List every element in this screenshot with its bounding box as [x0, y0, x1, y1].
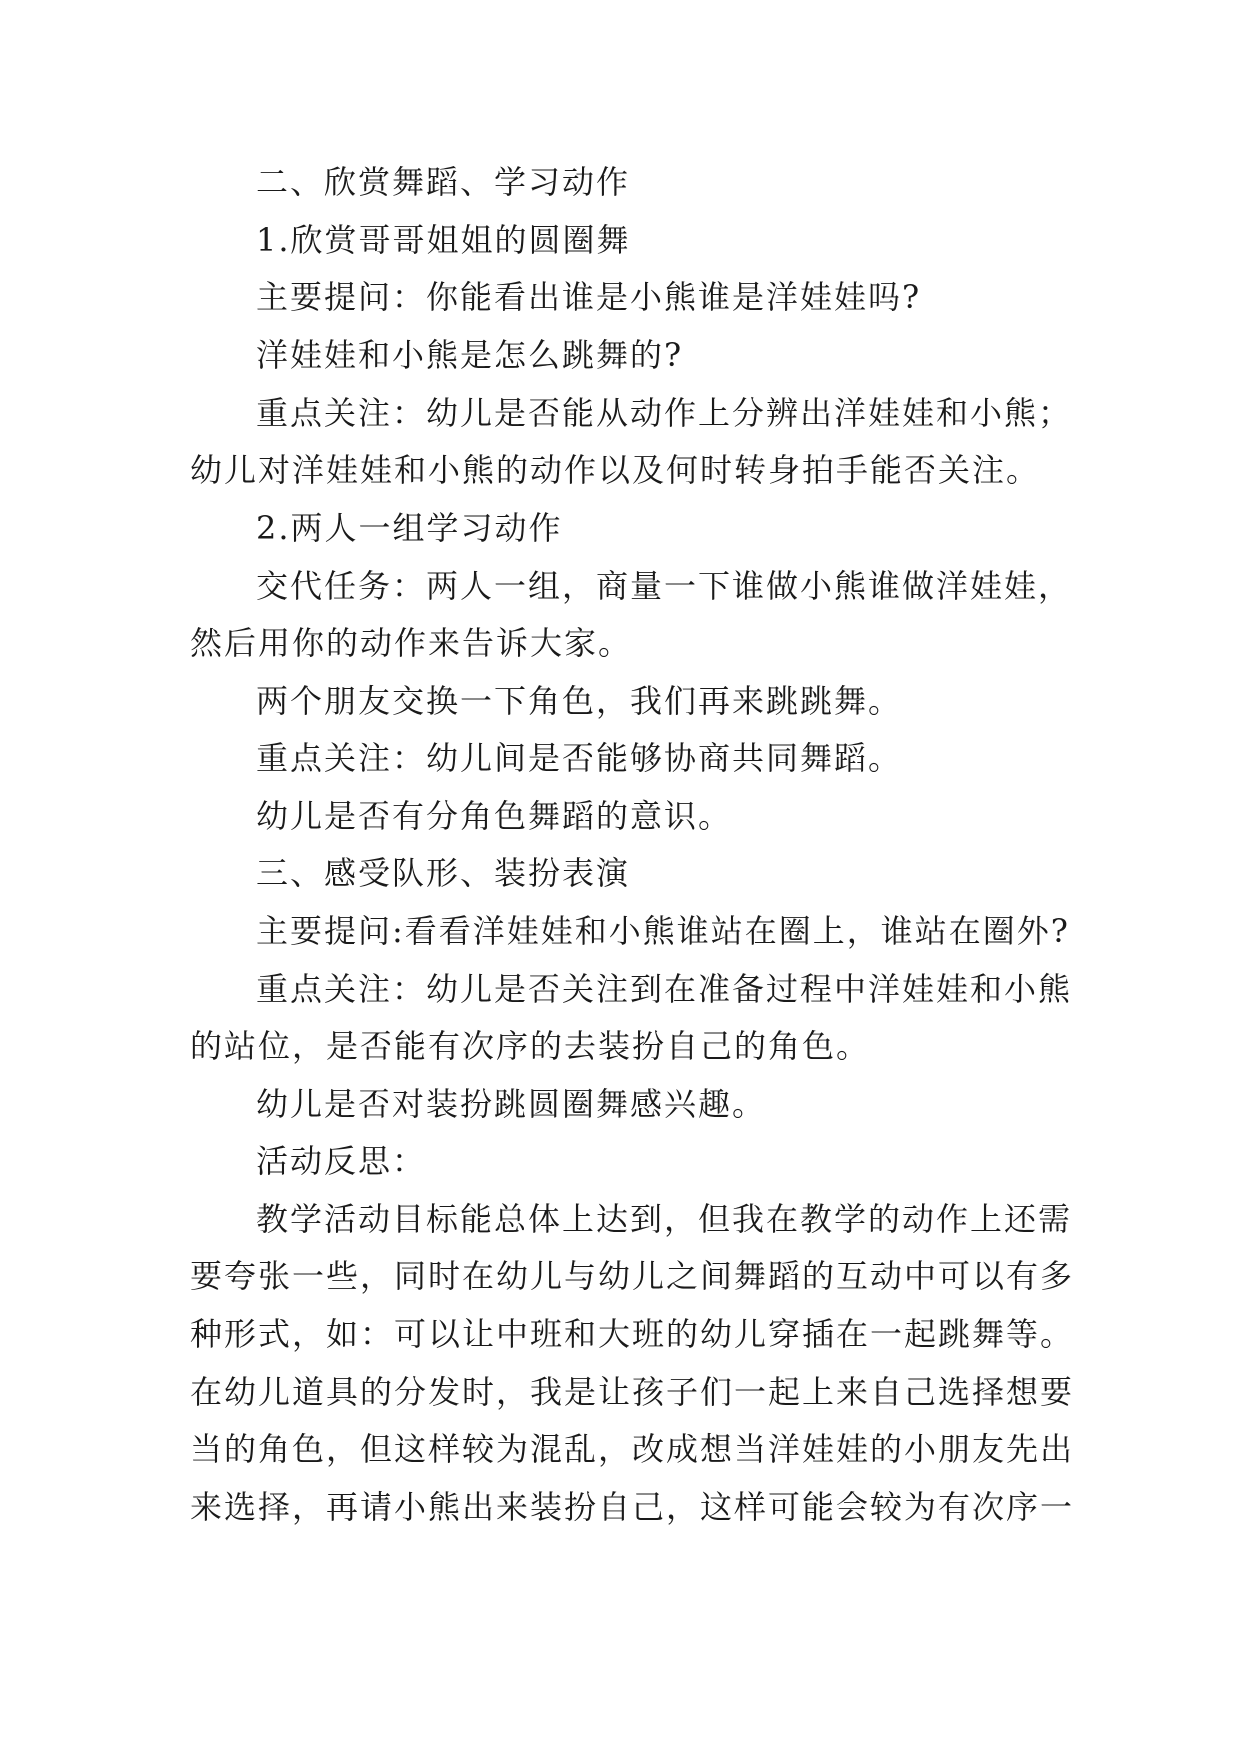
paragraph-line: 教学活动目标能总体上达到，但我在教学的动作上还需	[256, 1200, 1073, 1238]
subheading-1: 1.欣赏哥哥姐姐的圆圈舞	[256, 221, 631, 259]
paragraph-line: 重点关注：幼儿是否能从动作上分辨出洋娃娃和小熊；	[256, 394, 1073, 432]
paragraph-line: 来选择，再请小熊出来装扮自己，这样可能会较为有次序一	[190, 1488, 1075, 1526]
paragraph-line: 要夸张一些，同时在幼儿与幼儿之间舞蹈的互动中可以有多	[190, 1257, 1075, 1295]
paragraph-line: 主要提问:看看洋娃娃和小熊谁站在圈上，谁站在圈外?	[256, 912, 1070, 950]
paragraph-line: 洋娃娃和小熊是怎么跳舞的?	[256, 336, 684, 374]
paragraph-line: 幼儿是否有分角色舞蹈的意识。	[256, 797, 733, 835]
paragraph-line: 的站位，是否能有次序的去装扮自己的角色。	[190, 1027, 871, 1065]
paragraph-line: 然后用你的动作来告诉大家。	[190, 624, 633, 662]
paragraph-line: 当的角色，但这样较为混乱，改成想当洋娃娃的小朋友先出	[190, 1430, 1075, 1468]
reflection-heading: 活动反思：	[256, 1142, 427, 1180]
paragraph-line: 幼儿是否对装扮跳圆圈舞感兴趣。	[256, 1085, 767, 1123]
paragraph-line: 在幼儿道具的分发时，我是让孩子们一起上来自己选择想要	[190, 1373, 1075, 1411]
section-heading-2: 二、欣赏舞蹈、学习动作	[256, 163, 631, 201]
paragraph-line: 重点关注：幼儿间是否能够协商共同舞蹈。	[256, 739, 903, 777]
section-heading-3: 三、感受队形、装扮表演	[256, 854, 631, 892]
paragraph-line: 交代任务：两人一组，商量一下谁做小熊谁做洋娃娃，	[256, 567, 1073, 605]
paragraph-line: 重点关注：幼儿是否关注到在准备过程中洋娃娃和小熊	[256, 970, 1073, 1008]
paragraph-line: 幼儿对洋娃娃和小熊的动作以及何时转身拍手能否关注。	[190, 451, 1041, 489]
paragraph-line: 主要提问：你能看出谁是小熊谁是洋娃娃吗?	[256, 278, 922, 316]
subheading-2: 2.两人一组学习动作	[256, 509, 563, 547]
paragraph-line: 两个朋友交换一下角色，我们再来跳跳舞。	[256, 682, 903, 720]
paragraph-line: 种形式，如：可以让中班和大班的幼儿穿插在一起跳舞等。	[190, 1315, 1075, 1353]
